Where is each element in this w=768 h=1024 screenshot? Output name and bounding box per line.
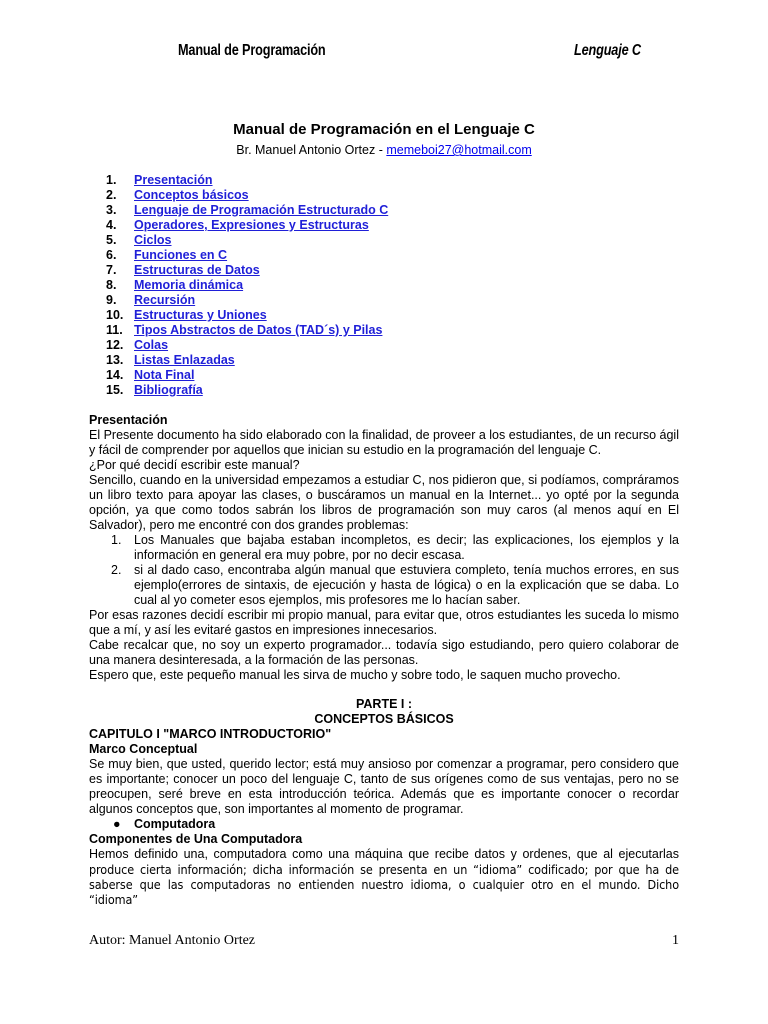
- paragraph: Por esas razones decidí escribir mi propio manual, para evitar que, otros estudiantes les suceda lo mismo que a mí, y así les evitaré gastos en impresiones innecesarios.: [89, 608, 679, 637]
- section-heading-presentacion: Presentación: [89, 413, 168, 427]
- paragraph: ¿Por qué decidí escribir este manual?: [89, 458, 300, 472]
- paragraph-line: saberse que las computadoras no entienden nuestro idioma, o cualquier otro en el mundo. Dicho “idioma”: [89, 877, 679, 907]
- paragraph: Cabe recalcar que, no soy un experto programador... todavía sigo estudiando, pero quiero colaborar de una manera desinteresada, a la formación de las personas.: [89, 638, 679, 667]
- toc-link[interactable]: Recursión: [134, 293, 196, 307]
- table-of-contents: [106, 173, 388, 398]
- subsection-heading: Componentes de Una Computadora: [89, 832, 303, 846]
- toc-item: [106, 233, 388, 248]
- list-number: 1.: [111, 533, 122, 547]
- toc-item: [106, 278, 388, 293]
- toc-link[interactable]: Ciclos: [134, 233, 172, 247]
- bullet-item: [89, 817, 679, 832]
- toc-link[interactable]: Lenguaje de Programación Estructurado C: [134, 203, 389, 217]
- paragraph-line: Hemos definido una, computadora como una máquina que recibe datos y ordenes, que al ejecutarlas: [89, 847, 679, 861]
- running-header-left: Manual de Programación: [178, 42, 326, 59]
- toc-link[interactable]: Tipos Abstractos de Datos (TAD´s) y Pilas: [134, 323, 383, 337]
- toc-number: 14.: [106, 368, 124, 382]
- bullet-dot-icon: ●: [113, 817, 121, 831]
- toc-number: 7.: [106, 263, 117, 277]
- body-text: [89, 413, 679, 907]
- toc-link[interactable]: Conceptos básicos: [134, 188, 249, 202]
- toc-link[interactable]: Bibliografía: [134, 383, 203, 397]
- toc-number: 2.: [106, 188, 117, 202]
- chapter-heading: CAPITULO I "MARCO INTRODUCTORIO": [89, 727, 332, 741]
- toc-number: 10.: [106, 308, 124, 322]
- subsection-heading: Marco Conceptual: [89, 742, 198, 756]
- toc-item: [106, 188, 388, 203]
- toc-number: 4.: [106, 218, 117, 232]
- list-item: [89, 533, 679, 563]
- footer-author: Autor: Manuel Antonio Ortez: [89, 933, 256, 948]
- toc-number: 3.: [106, 203, 117, 217]
- toc-link[interactable]: Nota Final: [134, 368, 195, 382]
- part-subheading: CONCEPTOS BÁSICOS: [314, 712, 454, 726]
- author-email-link[interactable]: memeboi27@hotmail.com: [386, 143, 532, 157]
- toc-item: [106, 173, 388, 188]
- toc-link[interactable]: Presentación: [134, 173, 213, 187]
- toc-number: 8.: [106, 278, 117, 292]
- toc-link[interactable]: Estructuras de Datos: [134, 263, 260, 277]
- list-item-text: si al dado caso, encontraba algún manual que estuviera completo, tenía muchos errores, en sus ejemplo(errores de sintaxis, de ejecución y hasta de lógica) o en la explicación que se daba. Lo cual al yo cometer esos ejemplos, mis profesores me lo hacían saber.: [134, 563, 679, 607]
- list-item: [89, 563, 679, 608]
- toc-link[interactable]: Operadores, Expresiones y Estructuras: [134, 218, 369, 232]
- list-item-text: Los Manuales que bajaba estaban incompletos, es decir; las explicaciones, los ejemplos y la información en general era muy pobre, por no decir escasa.: [134, 533, 679, 562]
- toc-item: [106, 203, 388, 218]
- bullet-text: Computadora: [134, 817, 216, 831]
- toc-number: 9.: [106, 293, 117, 307]
- toc-item: [106, 338, 388, 353]
- toc-number: 12.: [106, 338, 124, 352]
- running-header-right: Lenguaje C: [574, 42, 641, 59]
- problems-list: [89, 533, 679, 608]
- spacer: [89, 683, 679, 697]
- toc-item: [106, 323, 388, 338]
- toc-link[interactable]: Funciones en C: [134, 248, 228, 262]
- toc-link[interactable]: Memoria dinámica: [134, 278, 244, 292]
- part-heading: PARTE I :: [355, 697, 413, 711]
- toc-item: [106, 248, 388, 263]
- toc-number: 6.: [106, 248, 117, 262]
- toc-link[interactable]: Colas: [134, 338, 169, 352]
- toc-item: [106, 353, 388, 368]
- paragraph-line: produce cierta información; dicha información se presenta en un “idioma” codificado; por que ha de: [89, 862, 679, 877]
- author-name: Br. Manuel Antonio Ortez -: [236, 143, 387, 157]
- toc-number: 1.: [106, 173, 117, 187]
- byline: [0, 143, 768, 157]
- toc-item: [106, 383, 388, 398]
- list-number: 2.: [111, 563, 122, 577]
- footer-page-number: 1: [672, 933, 679, 948]
- toc-item: [106, 218, 388, 233]
- toc-number: 13.: [106, 353, 124, 367]
- paragraph: El Presente documento ha sido elaborado con la finalidad, de proveer a los estudiantes, de un recurso ágil y fácil de comprender por aquellos que inician su estudio en la programación del lenguaje C.: [89, 428, 679, 457]
- paragraph: Espero que, este pequeño manual les sirva de mucho y sobre todo, le saquen mucho provecho.: [89, 668, 621, 682]
- paragraph: Se muy bien, que usted, querido lector; está muy ansioso por comenzar a programar, pero considero que es importante; conocer un poco del lenguaje C, tanto de sus orígenes como de sus ventajas, pero no se preocupen, seré breve en esta introducción teórica. Además que es importante conocer o recordar algunos conceptos que, son importantes al momento de programar.: [89, 757, 679, 816]
- toc-item: [106, 293, 388, 308]
- toc-link[interactable]: Estructuras y Uniones: [134, 308, 267, 322]
- toc-link[interactable]: Listas Enlazadas: [134, 353, 235, 367]
- paragraph: Sencillo, cuando en la universidad empezamos a estudiar C, nos pidieron que, si podíamos, compráramos un libro texto para apoyar las clases, o buscáramos un manual en la Internet... yo opté por la segunda opción, ya que como todos sabrán los libros de programación son muy caros (al menos aquí en El Salvador), pero me encontré con dos grandes problemas:: [89, 473, 679, 532]
- document-title: Manual de Programación en el Lenguaje C: [233, 121, 535, 138]
- toc-item: [106, 263, 388, 278]
- toc-number: 15.: [106, 383, 124, 397]
- toc-number: 11.: [106, 323, 123, 337]
- toc-number: 5.: [106, 233, 117, 247]
- toc-item: [106, 308, 388, 323]
- toc-item: [106, 368, 388, 383]
